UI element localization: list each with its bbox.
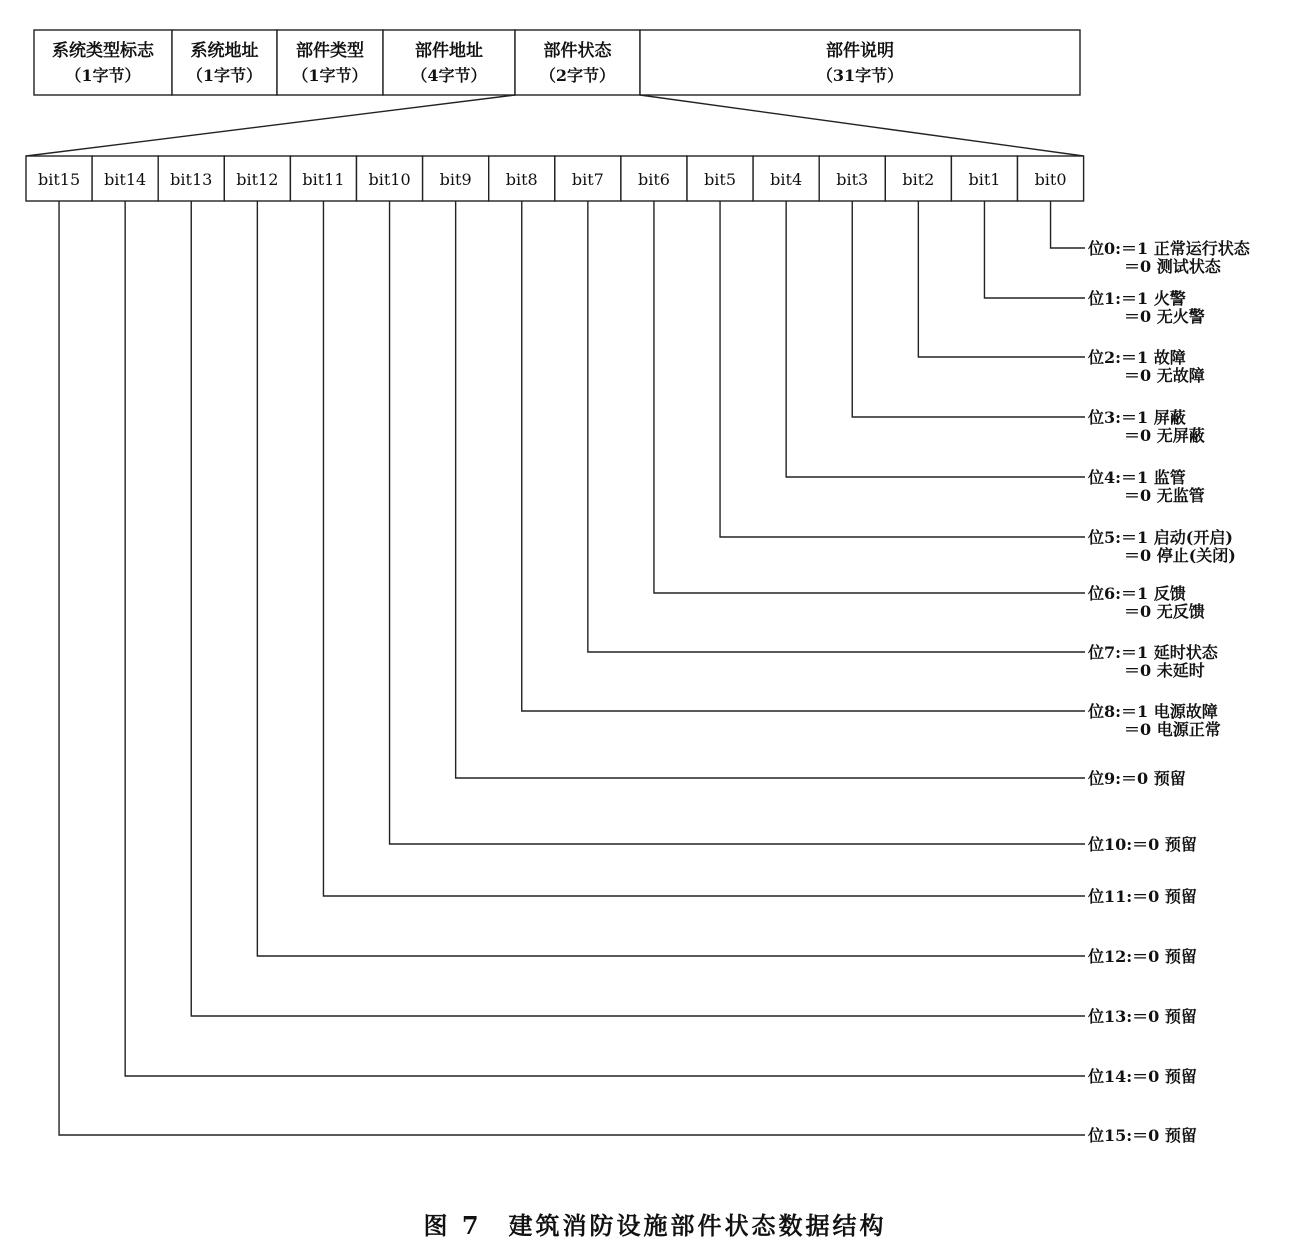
- bit-description: [1087, 1007, 1197, 1026]
- bit-cell-label: bit1: [968, 170, 1001, 189]
- bit-leader-lines: [59, 201, 1085, 1135]
- bit-description-line2: ＝0 无屏蔽: [1124, 426, 1205, 445]
- bit-cell: [819, 156, 885, 201]
- header-field-name: 部件类型: [296, 41, 364, 61]
- bit-row: [26, 156, 1084, 201]
- header-field-size: （31字节）: [816, 66, 904, 85]
- leader-line-bit1: [984, 201, 1085, 298]
- bit-description: [1087, 408, 1205, 445]
- bit-description: [1087, 702, 1221, 739]
- bit-description-line1: 位4:＝1 监管: [1088, 468, 1186, 487]
- bit-cell-label: bit5: [704, 170, 737, 189]
- bit-cell-label: bit4: [770, 170, 803, 189]
- bit-description-line1: 位8:＝1 电源故障: [1088, 702, 1218, 721]
- bit-descriptions: [1087, 239, 1251, 1145]
- bit-description-line2: ＝0 电源正常: [1124, 720, 1221, 739]
- bit-cell-label: bit15: [37, 170, 81, 189]
- header-field-name: 部件地址: [415, 41, 483, 61]
- header-field-size: （2字节）: [539, 66, 616, 85]
- header-field-row: [34, 30, 1080, 95]
- bit-description-line2: ＝0 无反馈: [1124, 602, 1205, 621]
- header-field-box: [277, 30, 383, 95]
- bit-description-line1: 位5:＝1 启动(开启): [1088, 528, 1233, 547]
- bit-cell-label: bit14: [104, 170, 147, 189]
- bit-description-line1: 位7:＝1 延时状态: [1088, 643, 1218, 662]
- header-field-box: [515, 30, 640, 95]
- bit-description-line2: ＝0 未延时: [1124, 661, 1205, 680]
- header-field: [277, 30, 383, 95]
- leader-line-bit2: [918, 201, 1085, 357]
- bit-description-line2: ＝0 无监管: [1124, 486, 1205, 505]
- header-field-box: [640, 30, 1080, 95]
- bit-description-line1: 位11:＝0 预留: [1088, 887, 1197, 906]
- leader-line-bit13: [191, 201, 1085, 1016]
- bit-description: [1087, 769, 1186, 788]
- bit-cell: [290, 156, 356, 201]
- bit-description-line1: 位6:＝1 反馈: [1088, 584, 1186, 603]
- bit-cell-label: bit0: [1034, 170, 1067, 189]
- header-field-name: 系统地址: [190, 41, 259, 61]
- header-field-box: [172, 30, 277, 95]
- bit-cell-label: bit11: [302, 170, 345, 189]
- header-field-size: （1字节）: [292, 66, 368, 85]
- bit-description: [1087, 468, 1205, 505]
- header-field-name: 部件状态: [543, 41, 612, 61]
- bit-cell: [885, 156, 951, 201]
- leader-line-bit14: [125, 201, 1085, 1076]
- bit-cell-label: bit3: [836, 170, 869, 189]
- header-field-name: 部件说明: [826, 41, 894, 61]
- bit-cell: [357, 156, 423, 201]
- bit-description-line1: 位12:＝0 预留: [1088, 947, 1197, 966]
- bit-description-line2: ＝0 无故障: [1124, 366, 1205, 385]
- leader-line-bit5: [720, 201, 1085, 537]
- leader-line-bit0: [1051, 201, 1085, 248]
- bit-description-line2: ＝0 停止(关闭): [1124, 546, 1236, 565]
- leader-line-bit9: [456, 201, 1085, 778]
- header-field-box: [383, 30, 515, 95]
- bit-description-line1: 位2:＝1 故障: [1088, 348, 1186, 367]
- bit-description-line1: 位1:＝1 火警: [1088, 289, 1186, 308]
- bit-cell: [1018, 156, 1084, 201]
- leader-line-bit6: [654, 201, 1085, 593]
- bit-description: [1087, 1067, 1197, 1086]
- bit-cell-label: bit6: [637, 170, 670, 189]
- leader-line-bit12: [257, 201, 1085, 956]
- bit-description-line1: 位15:＝0 预留: [1088, 1126, 1197, 1145]
- bit-description: [1087, 1126, 1197, 1145]
- leader-line-bit4: [786, 201, 1085, 477]
- bit-cell-label: bit12: [236, 170, 279, 189]
- bit-cell: [158, 156, 224, 201]
- bit-cell: [753, 156, 819, 201]
- header-field-size: （1字节）: [186, 66, 263, 85]
- bit-cell: [26, 156, 92, 201]
- bit-description-line1: 位9:＝0 预留: [1088, 769, 1186, 788]
- bit-cell: [224, 156, 290, 201]
- bit-cell: [555, 156, 621, 201]
- bit-description-line1: 位0:＝1 正常运行状态: [1088, 239, 1250, 258]
- bit-description-line1: 位10:＝0 预留: [1088, 835, 1197, 854]
- bit-description: [1087, 947, 1197, 966]
- bit-description: [1087, 643, 1219, 680]
- bit-description-line1: 位14:＝0 预留: [1088, 1067, 1197, 1086]
- bit-cell: [951, 156, 1017, 201]
- header-field: [34, 30, 172, 95]
- expansion-line-right: [640, 95, 1084, 156]
- bit-cell-label: bit8: [505, 170, 538, 189]
- expansion-lines: [26, 95, 1084, 156]
- bit-description: [1087, 584, 1205, 621]
- bit-description-line2: ＝0 无火警: [1124, 307, 1205, 326]
- bit-description: [1087, 348, 1205, 385]
- bit-cell-label: bit13: [170, 170, 213, 189]
- header-field-size: （1字节）: [65, 66, 141, 85]
- leader-line-bit8: [522, 201, 1085, 711]
- bit-cell-label: bit7: [571, 170, 604, 189]
- bit-description: [1087, 239, 1251, 276]
- header-field: [383, 30, 515, 95]
- figure-caption: 图 7 建筑消防设施部件状态数据结构: [423, 1211, 887, 1240]
- bit-cell: [423, 156, 489, 201]
- header-field-box: [34, 30, 172, 95]
- leader-line-bit11: [323, 201, 1085, 896]
- header-field: [172, 30, 277, 95]
- leader-line-bit10: [390, 201, 1085, 844]
- bit-cell: [489, 156, 555, 201]
- bit-cell-label: bit10: [368, 170, 411, 189]
- bit-cell: [621, 156, 687, 201]
- header-field: [515, 30, 640, 95]
- expansion-line-left: [26, 95, 515, 156]
- header-field-size: （4字节）: [411, 66, 487, 85]
- bit-description-line2: ＝0 测试状态: [1124, 257, 1221, 276]
- bit-cell: [92, 156, 158, 201]
- bit-description-line1: 位13:＝0 预留: [1088, 1007, 1197, 1026]
- bit-cell-label: bit2: [902, 170, 935, 189]
- leader-line-bit15: [59, 201, 1085, 1135]
- header-field: [640, 30, 1080, 95]
- bit-description: [1087, 887, 1197, 906]
- bit-description: [1087, 289, 1205, 326]
- bit-cell-label: bit9: [439, 170, 472, 189]
- leader-line-bit7: [588, 201, 1085, 652]
- bit-description: [1087, 835, 1197, 854]
- header-field-name: 系统类型标志: [52, 41, 154, 61]
- bit-description: [1087, 528, 1236, 565]
- bit-cell: [687, 156, 753, 201]
- bit-description-line1: 位3:＝1 屏蔽: [1088, 408, 1186, 427]
